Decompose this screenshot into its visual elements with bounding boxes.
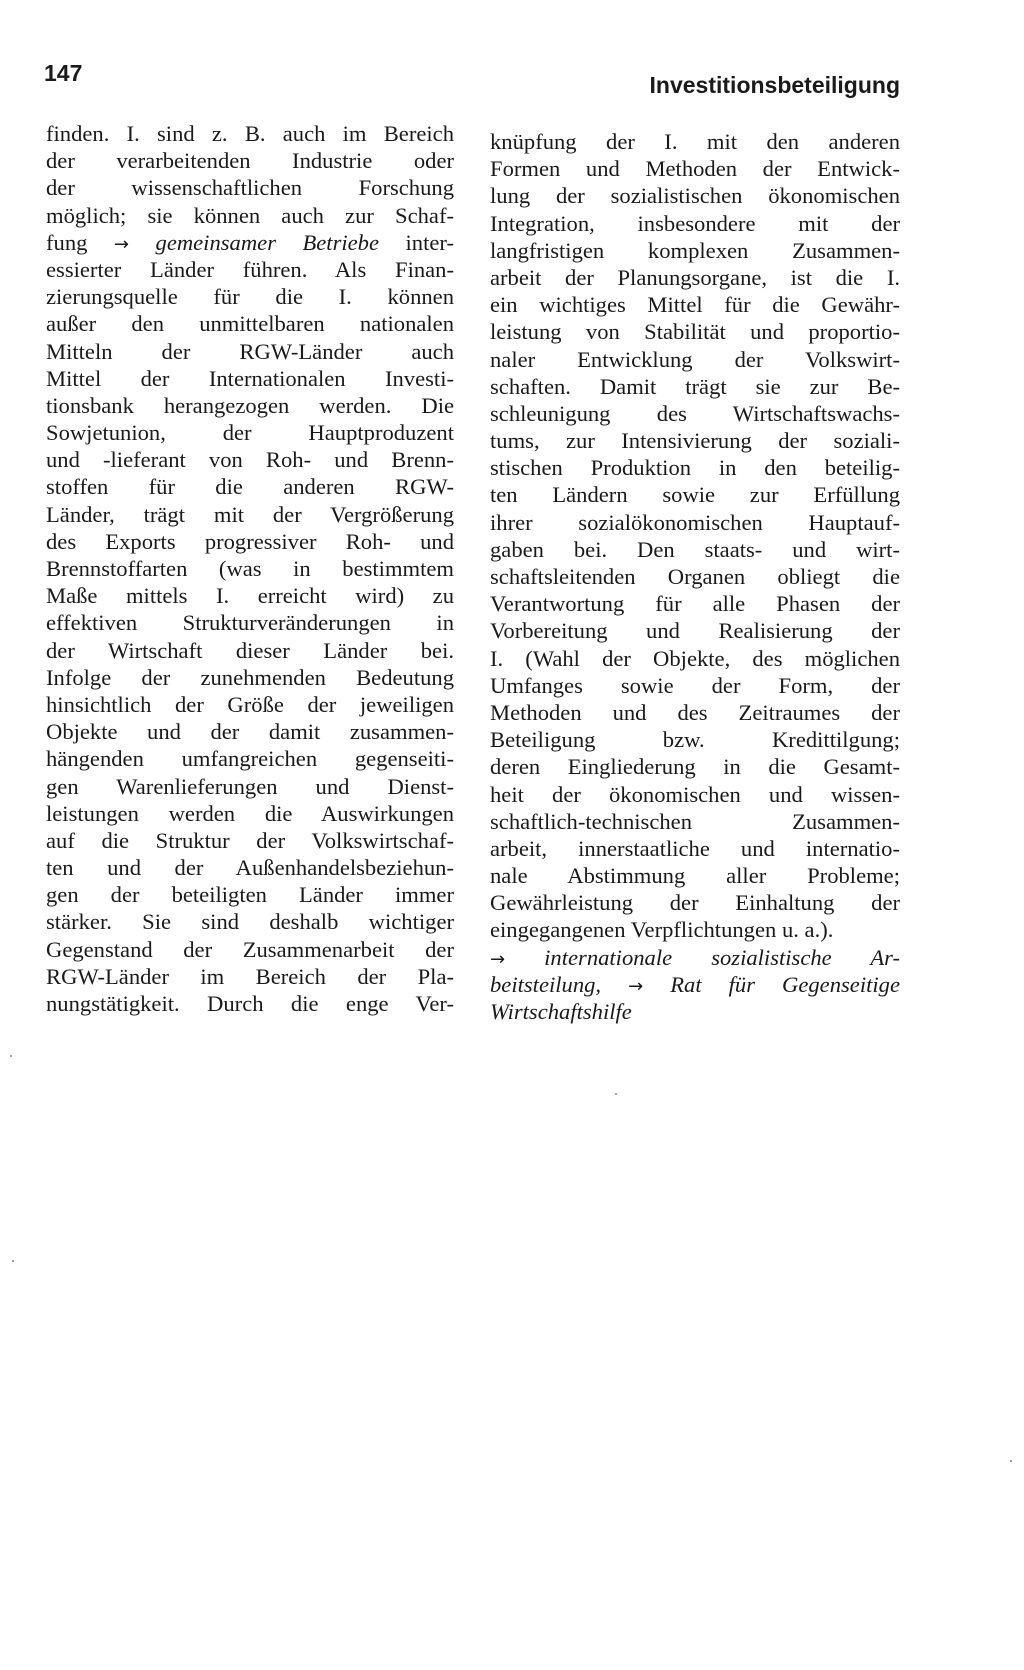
text-line: ten Ländern sowie zur Erfüllung	[490, 482, 900, 508]
text-line: der wissenschaftlichen Forschung	[46, 175, 454, 201]
text-line: der Wirtschaft dieser Länder bei.	[46, 637, 454, 663]
cross-reference-internationale-arbeitsteilung-cont[interactable]: beitsteilung,	[490, 971, 602, 997]
text-line: langfristigen komplexen Zusammen-	[490, 237, 900, 263]
text-line: heit der ökonomischen und wissen-	[490, 781, 900, 807]
cross-reference-arrow-icon: →	[113, 233, 130, 255]
text-line: Formen und Methoden der Entwick-	[490, 156, 900, 182]
text-line: schaften. Damit trägt sie zur Be-	[490, 373, 900, 399]
text-line: gen Warenlieferungen und Dienst-	[46, 773, 454, 799]
text-line: zierungsquelle für die I. können	[46, 284, 454, 310]
text-line: stoffen für die anderen RGW-	[46, 474, 454, 500]
text-line: Verantwortung für alle Phasen der	[490, 591, 900, 617]
text-line: tums, zur Intensivierung der soziali-	[490, 428, 900, 454]
text-line: Umfanges sowie der Form, der	[490, 672, 900, 698]
scan-speck	[1010, 1460, 1012, 1462]
cross-reference-line	[490, 998, 900, 1025]
text-line: Integration, insbesondere mit der	[490, 210, 900, 236]
text-line: arbeit der Planungsorgane, ist die I.	[490, 264, 900, 290]
text-line: hängenden umfangreichen gegenseiti-	[46, 746, 454, 772]
text-line: gen der beteiligten Länder immer	[46, 882, 454, 908]
cross-reference-internationale-arbeitsteilung[interactable]: internationale sozialistische Ar-	[544, 944, 900, 970]
text-line: tionsbank herangezogen werden. Die	[46, 392, 454, 418]
text-line: deren Eingliederung in die Gesamt-	[490, 754, 900, 780]
cross-reference-gemeinsamer-betriebe[interactable]: gemeinsamer Betriebe	[155, 229, 380, 255]
scan-speck	[615, 1093, 617, 1095]
text-line: leistungen werden die Auswirkungen	[46, 800, 454, 826]
text-line: RGW-Länder im Bereich der Pla-	[46, 963, 454, 989]
cross-reference-line	[490, 944, 900, 971]
text-line: Mittel der Internationalen Investi-	[46, 365, 454, 391]
text-line: essierter Länder führen. Als Finan-	[46, 256, 454, 282]
text-line: naler Entwicklung der Volkswirt-	[490, 346, 900, 372]
text-line: eingegangenen Verpflichtungen u. a.).	[490, 917, 834, 943]
text-line-with-reference	[46, 229, 454, 256]
text-line: nungstätigkeit. Durch die enge Ver-	[46, 991, 454, 1016]
cross-reference-line	[490, 971, 900, 998]
scan-speck	[10, 1055, 12, 1057]
text-line: stischen Produktion in den beteilig-	[490, 455, 900, 481]
scan-speck	[12, 1260, 14, 1262]
text-line: Sowjetunion, der Hauptproduzent	[46, 420, 454, 446]
text-line: effektiven Strukturveränderungen in	[46, 610, 454, 636]
cross-reference-arrow-icon: →	[628, 975, 644, 997]
text-line: schaftsleitenden Organen obliegt die	[490, 564, 900, 589]
text-line: ihrer sozialökonomischen Hauptauf-	[490, 509, 900, 535]
text-line: Länder, trägt mit der Vergrößerung	[46, 501, 454, 527]
text-line: ten und der Außenhandelsbeziehun-	[46, 855, 454, 881]
text-line: finden. I. sind z. B. auch im Bereich	[46, 121, 454, 146]
text-line: Maße mittels I. erreicht wird) zu	[46, 583, 454, 609]
text-line: Infolge der zunehmenden Bedeutung	[46, 664, 454, 690]
running-head: Investitionsbeteiligung	[649, 72, 900, 98]
text-line: schaftlich-technischen Zusammen-	[490, 808, 900, 834]
text-fragment: inter-	[379, 229, 454, 255]
text-line: hinsichtlich der Größe der jeweiligen	[46, 691, 454, 717]
text-line: außer den unmittelbaren nationalen	[46, 311, 454, 337]
text-line: des Exports progressiver Roh- und	[46, 528, 454, 554]
text-line: schleunigung des Wirtschaftswachs-	[490, 400, 900, 426]
text-line: Brennstoffarten (was in bestimmtem	[46, 556, 454, 581]
text-fragment: fung	[46, 229, 114, 255]
text-line: Vorbereitung und Realisierung der	[490, 618, 900, 644]
text-line: Objekte und der damit zusammen-	[46, 719, 454, 745]
text-line: nale Abstimmung aller Probleme;	[490, 863, 900, 889]
text-line: stärker. Sie sind deshalb wichtiger	[46, 909, 454, 935]
text-line: Gegenstand der Zusammenarbeit der	[46, 936, 454, 962]
text-line: Gewährleistung der Einhaltung der	[490, 890, 900, 916]
text-line: Methoden und des Zeitraumes der	[490, 699, 900, 725]
cross-reference-wirtschaftshilfe[interactable]: Wirtschaftshilfe	[490, 999, 632, 1024]
cross-reference-arrow-icon: →	[490, 948, 506, 970]
text-line: auf die Struktur der Volkswirtschaf-	[46, 827, 454, 853]
right-column	[490, 128, 900, 1025]
text-line: der verarbeitenden Industrie oder	[46, 148, 454, 174]
text-line: knüpfung der I. mit den anderen	[490, 129, 900, 154]
cross-reference-rat-fuer-gegenseitige[interactable]: Rat für Gegenseitige	[670, 971, 900, 997]
text-line: arbeit, innerstaatliche und internatio-	[490, 835, 900, 861]
text-line: und -lieferant von Roh- und Brenn-	[46, 447, 454, 473]
text-line: gaben bei. Den staats- und wirt-	[490, 536, 900, 562]
text-line: Beteiligung bzw. Kredittilgung;	[490, 727, 900, 753]
text-line: ein wichtiges Mittel für die Gewähr-	[490, 292, 900, 318]
text-line: Mitteln der RGW-Länder auch	[46, 338, 454, 364]
page-number: 147	[44, 60, 83, 86]
left-column	[46, 120, 454, 1017]
text-line: möglich; sie können auch zur Schaf-	[46, 202, 454, 228]
text-line: leistung von Stabilität und proportio-	[490, 319, 900, 345]
text-line: I. (Wahl der Objekte, des möglichen	[490, 645, 900, 671]
text-line: lung der sozialistischen ökonomischen	[490, 183, 900, 209]
